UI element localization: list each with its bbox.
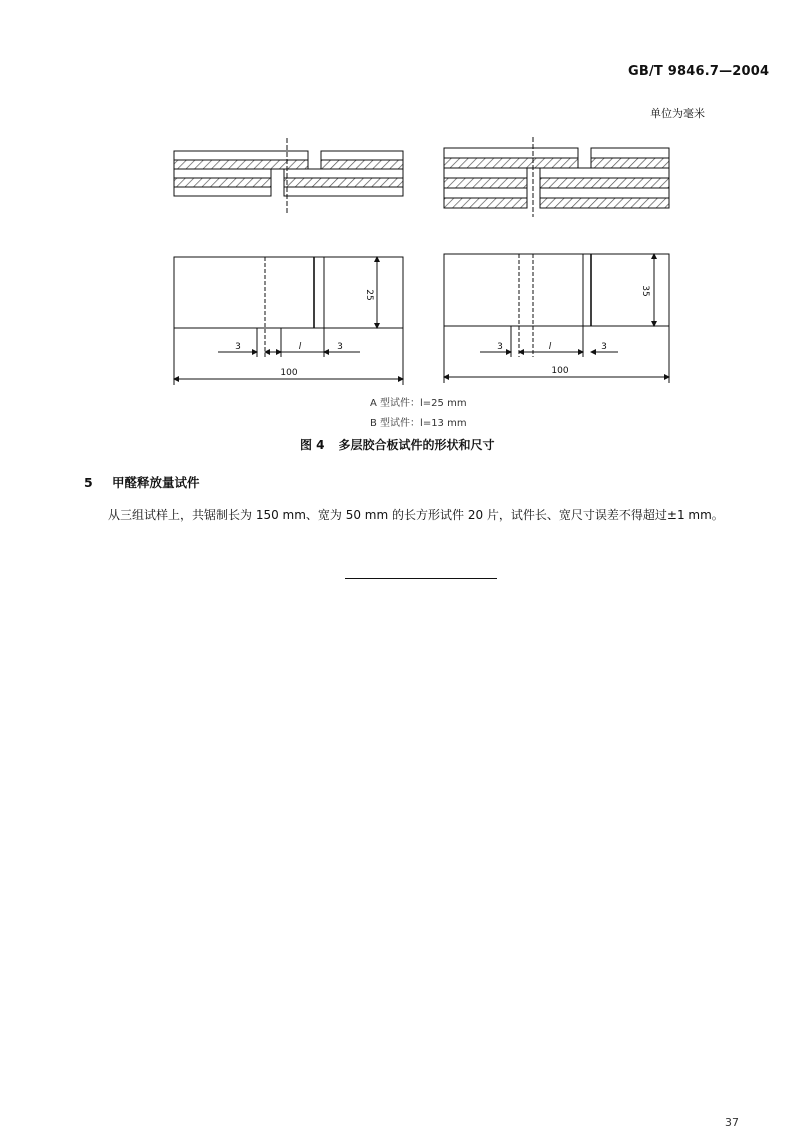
- specimen-a-plan-view: [174, 257, 403, 385]
- dim-a-height: 25: [364, 289, 374, 301]
- dim-a-middle: l: [298, 342, 302, 352]
- specimen-b-dimension-labels: [497, 285, 650, 376]
- dim-a-total: 100: [280, 368, 298, 378]
- section-heading: [84, 473, 200, 491]
- figure-title-text: 多层胶合板试件的形状和尺寸: [338, 438, 495, 452]
- specimen-b-cross-section: [444, 137, 669, 217]
- section-paragraph: 从三组试样上，共锯制长为 150 mm、宽为 50 mm 的长方形试件 20 片，试件长、宽尺寸误差不得超过±1 mm。: [108, 508, 724, 522]
- specimen-figure: [160, 135, 700, 405]
- figure-title: [300, 436, 495, 453]
- dim-b-left-gap: 3: [497, 342, 503, 352]
- page-number: 37: [725, 1116, 739, 1129]
- standard-number: GB/T 9846.7—2004: [628, 64, 770, 79]
- dim-b-height: 35: [640, 285, 650, 297]
- specimen-a-cross-section: [174, 138, 403, 215]
- end-rule: [345, 578, 497, 579]
- figure-caption-type-a: A 型试件：l=25 mm: [370, 398, 467, 409]
- figure-number: 图 4: [300, 438, 325, 452]
- dim-b-total: 100: [551, 366, 569, 376]
- unit-note: 单位为毫米: [650, 107, 705, 120]
- specimen-a-dimension-labels: [235, 289, 374, 378]
- section-title: 甲醛释放量试件: [112, 475, 200, 490]
- dim-a-right-gap: 3: [337, 342, 343, 352]
- section-number: 5: [84, 475, 93, 490]
- dim-a-left-gap: 3: [235, 342, 241, 352]
- dim-b-middle: l: [548, 342, 552, 352]
- specimen-b-plan-view: [444, 254, 669, 383]
- figure-caption-type-b: B 型试件：l=13 mm: [370, 418, 467, 429]
- dim-b-right-gap: 3: [601, 342, 607, 352]
